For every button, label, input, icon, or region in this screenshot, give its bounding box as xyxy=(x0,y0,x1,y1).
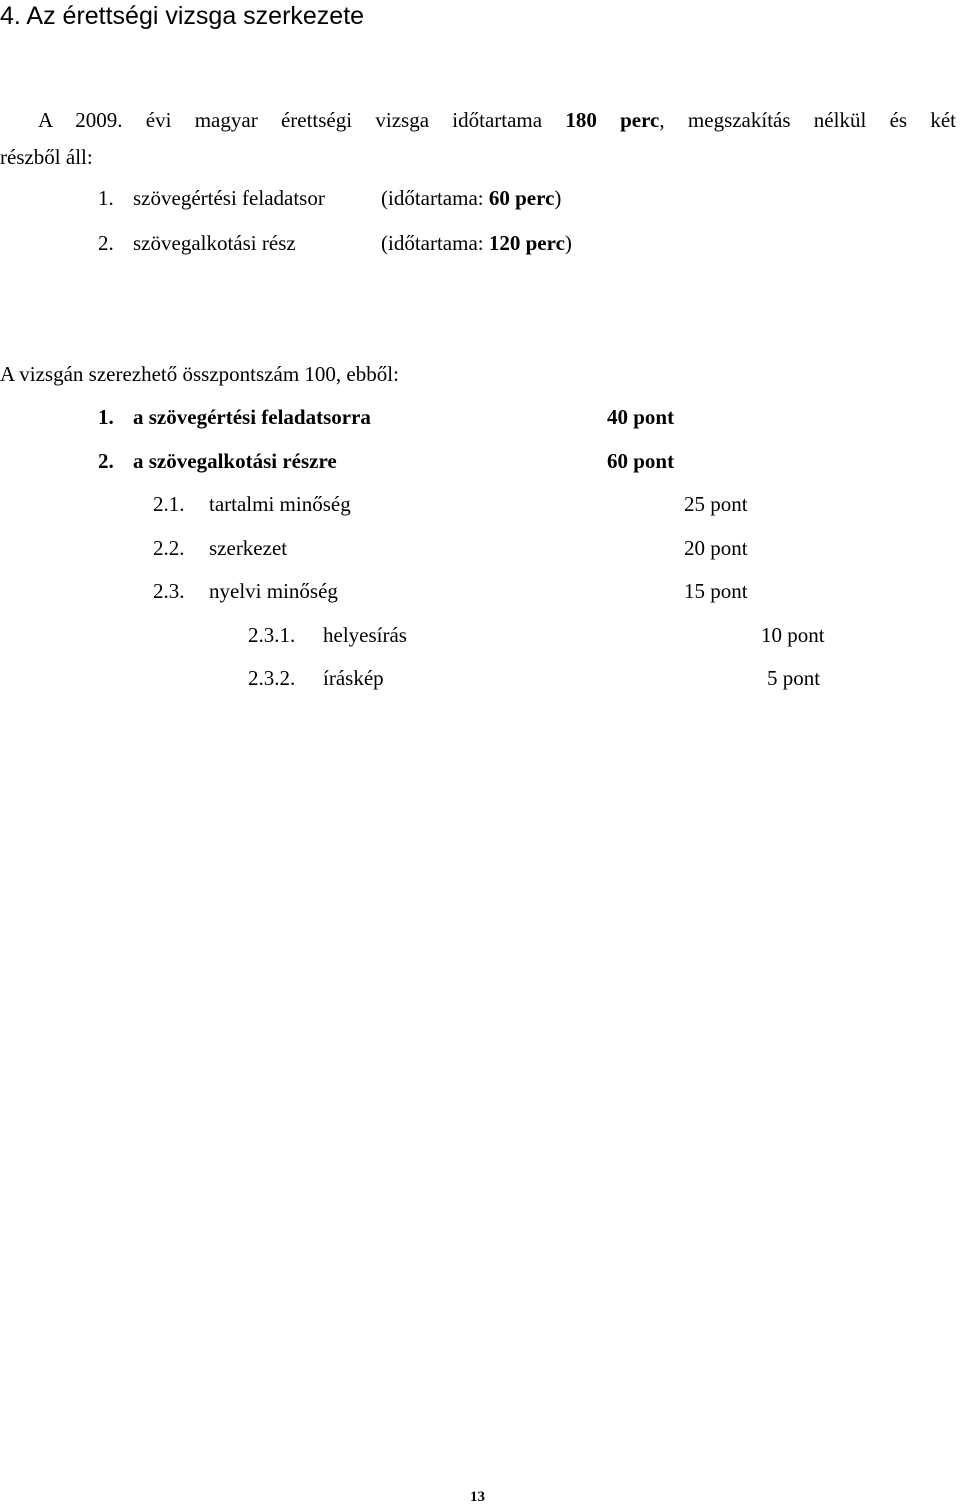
page-title: 4. Az érettségi vizsga szerkezete xyxy=(0,2,365,30)
subsubscore-2-label: íráskép xyxy=(323,666,384,690)
score-2-label: a szövegalkotási részre xyxy=(133,449,337,473)
subscore-2-points: 20 pont xyxy=(684,536,748,560)
score-1-points: 40 pont xyxy=(607,405,675,429)
part-1-number: 1. xyxy=(98,186,114,210)
part-2-name: szövegalkotási rész xyxy=(133,231,296,255)
part-1-duration-suffix: ) xyxy=(554,186,562,210)
intro-text-start: A 2009. évi magyar érettségi vizsga időtartama xyxy=(38,108,566,132)
score-2-points: 60 pont xyxy=(607,449,675,473)
subscore-3-number: 2.3. xyxy=(153,579,185,603)
score-1-label: a szövegértési feladatsorra xyxy=(133,405,371,429)
part-1-duration-prefix: (időtartama: xyxy=(381,186,489,210)
score-1-number: 1. xyxy=(98,405,114,429)
part-2-duration-prefix: (időtartama: xyxy=(381,231,489,255)
subscore-1-number: 2.1. xyxy=(153,492,185,516)
subsubscore-1-number: 2.3.1. xyxy=(248,623,296,647)
part-2-duration xyxy=(381,233,572,254)
part-2-duration-suffix: ) xyxy=(564,231,572,255)
part-2-duration-value: 120 perc xyxy=(488,231,565,255)
subsubscore-1-label: helyesírás xyxy=(323,623,407,647)
part-1-duration-value: 60 perc xyxy=(488,186,555,210)
page-number: 13 xyxy=(470,1489,485,1505)
subsubscore-2-number: 2.3.2. xyxy=(248,666,296,690)
subsubscore-2-points: 5 pont xyxy=(767,666,821,690)
subscore-1-label: tartalmi minőség xyxy=(209,492,351,516)
total-duration: 180 perc xyxy=(565,108,660,132)
subscore-2-number: 2.2. xyxy=(153,536,185,560)
score-intro: A vizsgán szerezhető összpontszám 100, ebből: xyxy=(0,362,399,386)
score-2-number: 2. xyxy=(98,449,114,473)
intro-line-2: részből áll: xyxy=(0,145,93,169)
part-1-duration xyxy=(381,188,561,209)
subscore-3-points: 15 pont xyxy=(684,579,748,603)
part-2-number: 2. xyxy=(98,231,114,255)
intro-line-1 xyxy=(0,98,956,143)
intro-paragraph xyxy=(0,98,956,143)
intro-text-end: , megszakítás nélkül és két xyxy=(659,108,956,132)
subscore-1-points: 25 pont xyxy=(684,492,748,516)
subscore-3-label: nyelvi minőség xyxy=(209,579,338,603)
subsubscore-1-points: 10 pont xyxy=(761,623,825,647)
subscore-2-label: szerkezet xyxy=(209,536,288,560)
part-1-name: szövegértési feladatsor xyxy=(133,186,325,210)
